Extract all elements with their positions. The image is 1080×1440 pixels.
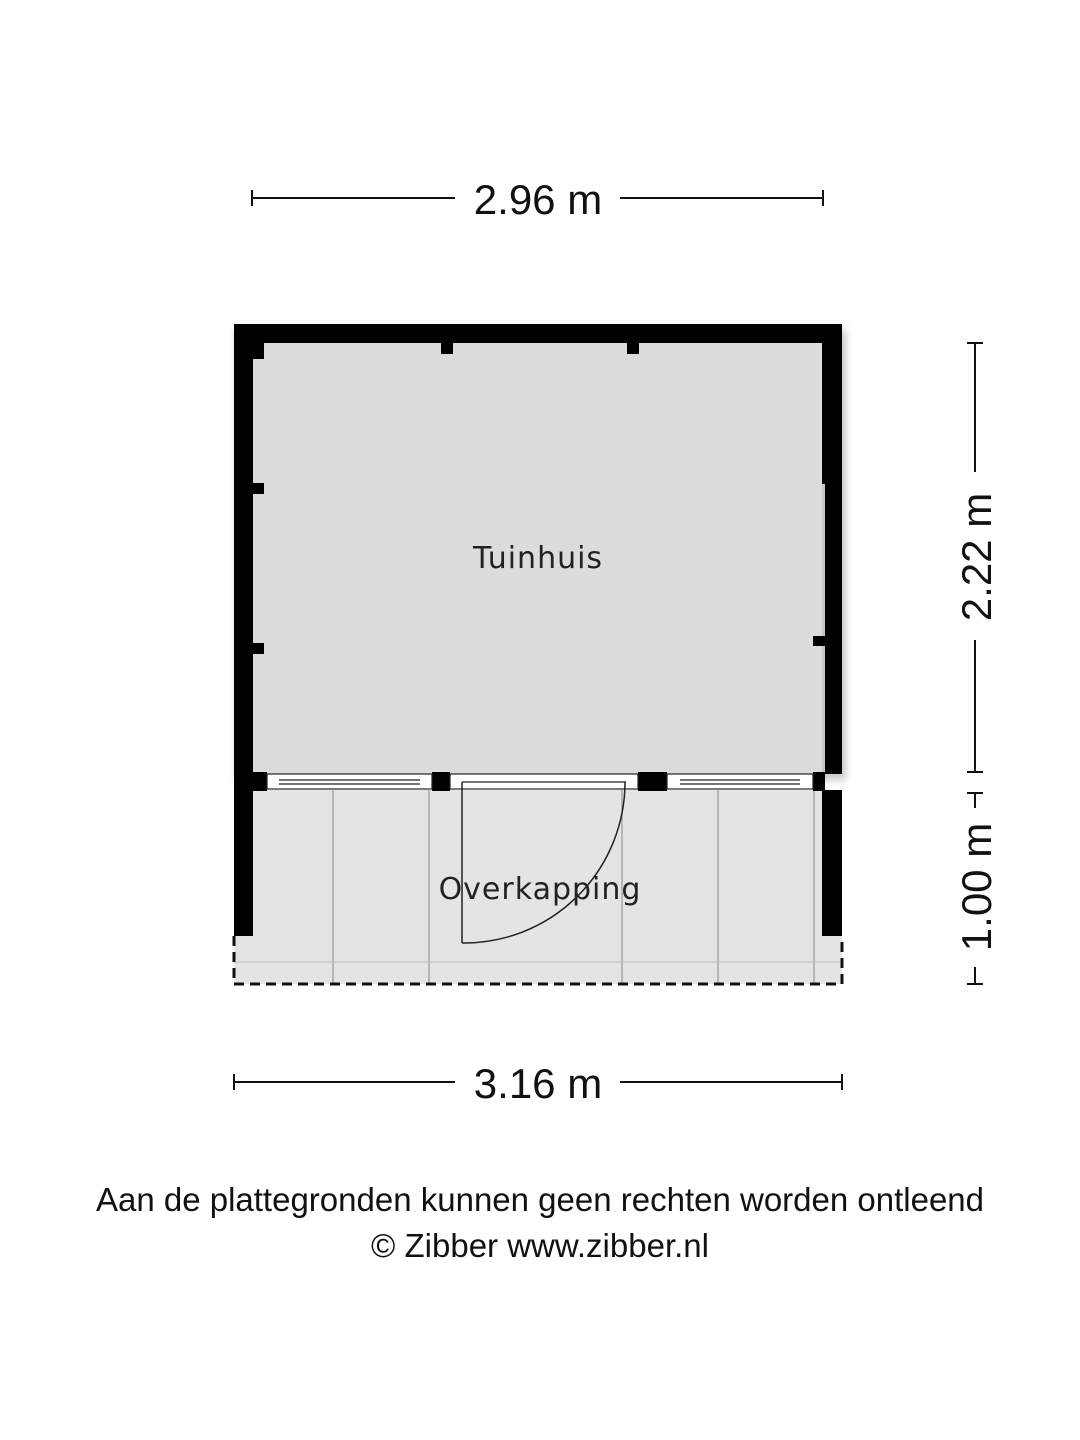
disclaimer-text: Aan de plattegronden kunnen geen rechten worden ontleend — [95, 1181, 985, 1218]
dimension-right-upper-label: 2.22 m — [953, 492, 1000, 622]
dimension-bottom — [234, 1060, 842, 1107]
copyright-text: © Zibber www.zibber.nl — [371, 1227, 709, 1264]
dimension-right-lower-label: 1.00 m — [953, 822, 1000, 952]
window-right — [667, 774, 813, 789]
dimension-top-label: 2.96 m — [473, 176, 603, 223]
dimension-top — [252, 176, 823, 223]
room-label-overkapping: Overkapping — [438, 872, 642, 907]
dimension-bottom-label: 3.16 m — [473, 1060, 603, 1107]
window-left — [267, 774, 432, 789]
front-wall — [253, 772, 825, 791]
room-label-tuinhuis: Tuinhuis — [472, 541, 604, 576]
door-opening — [450, 774, 638, 789]
dimension-right — [953, 343, 1000, 984]
